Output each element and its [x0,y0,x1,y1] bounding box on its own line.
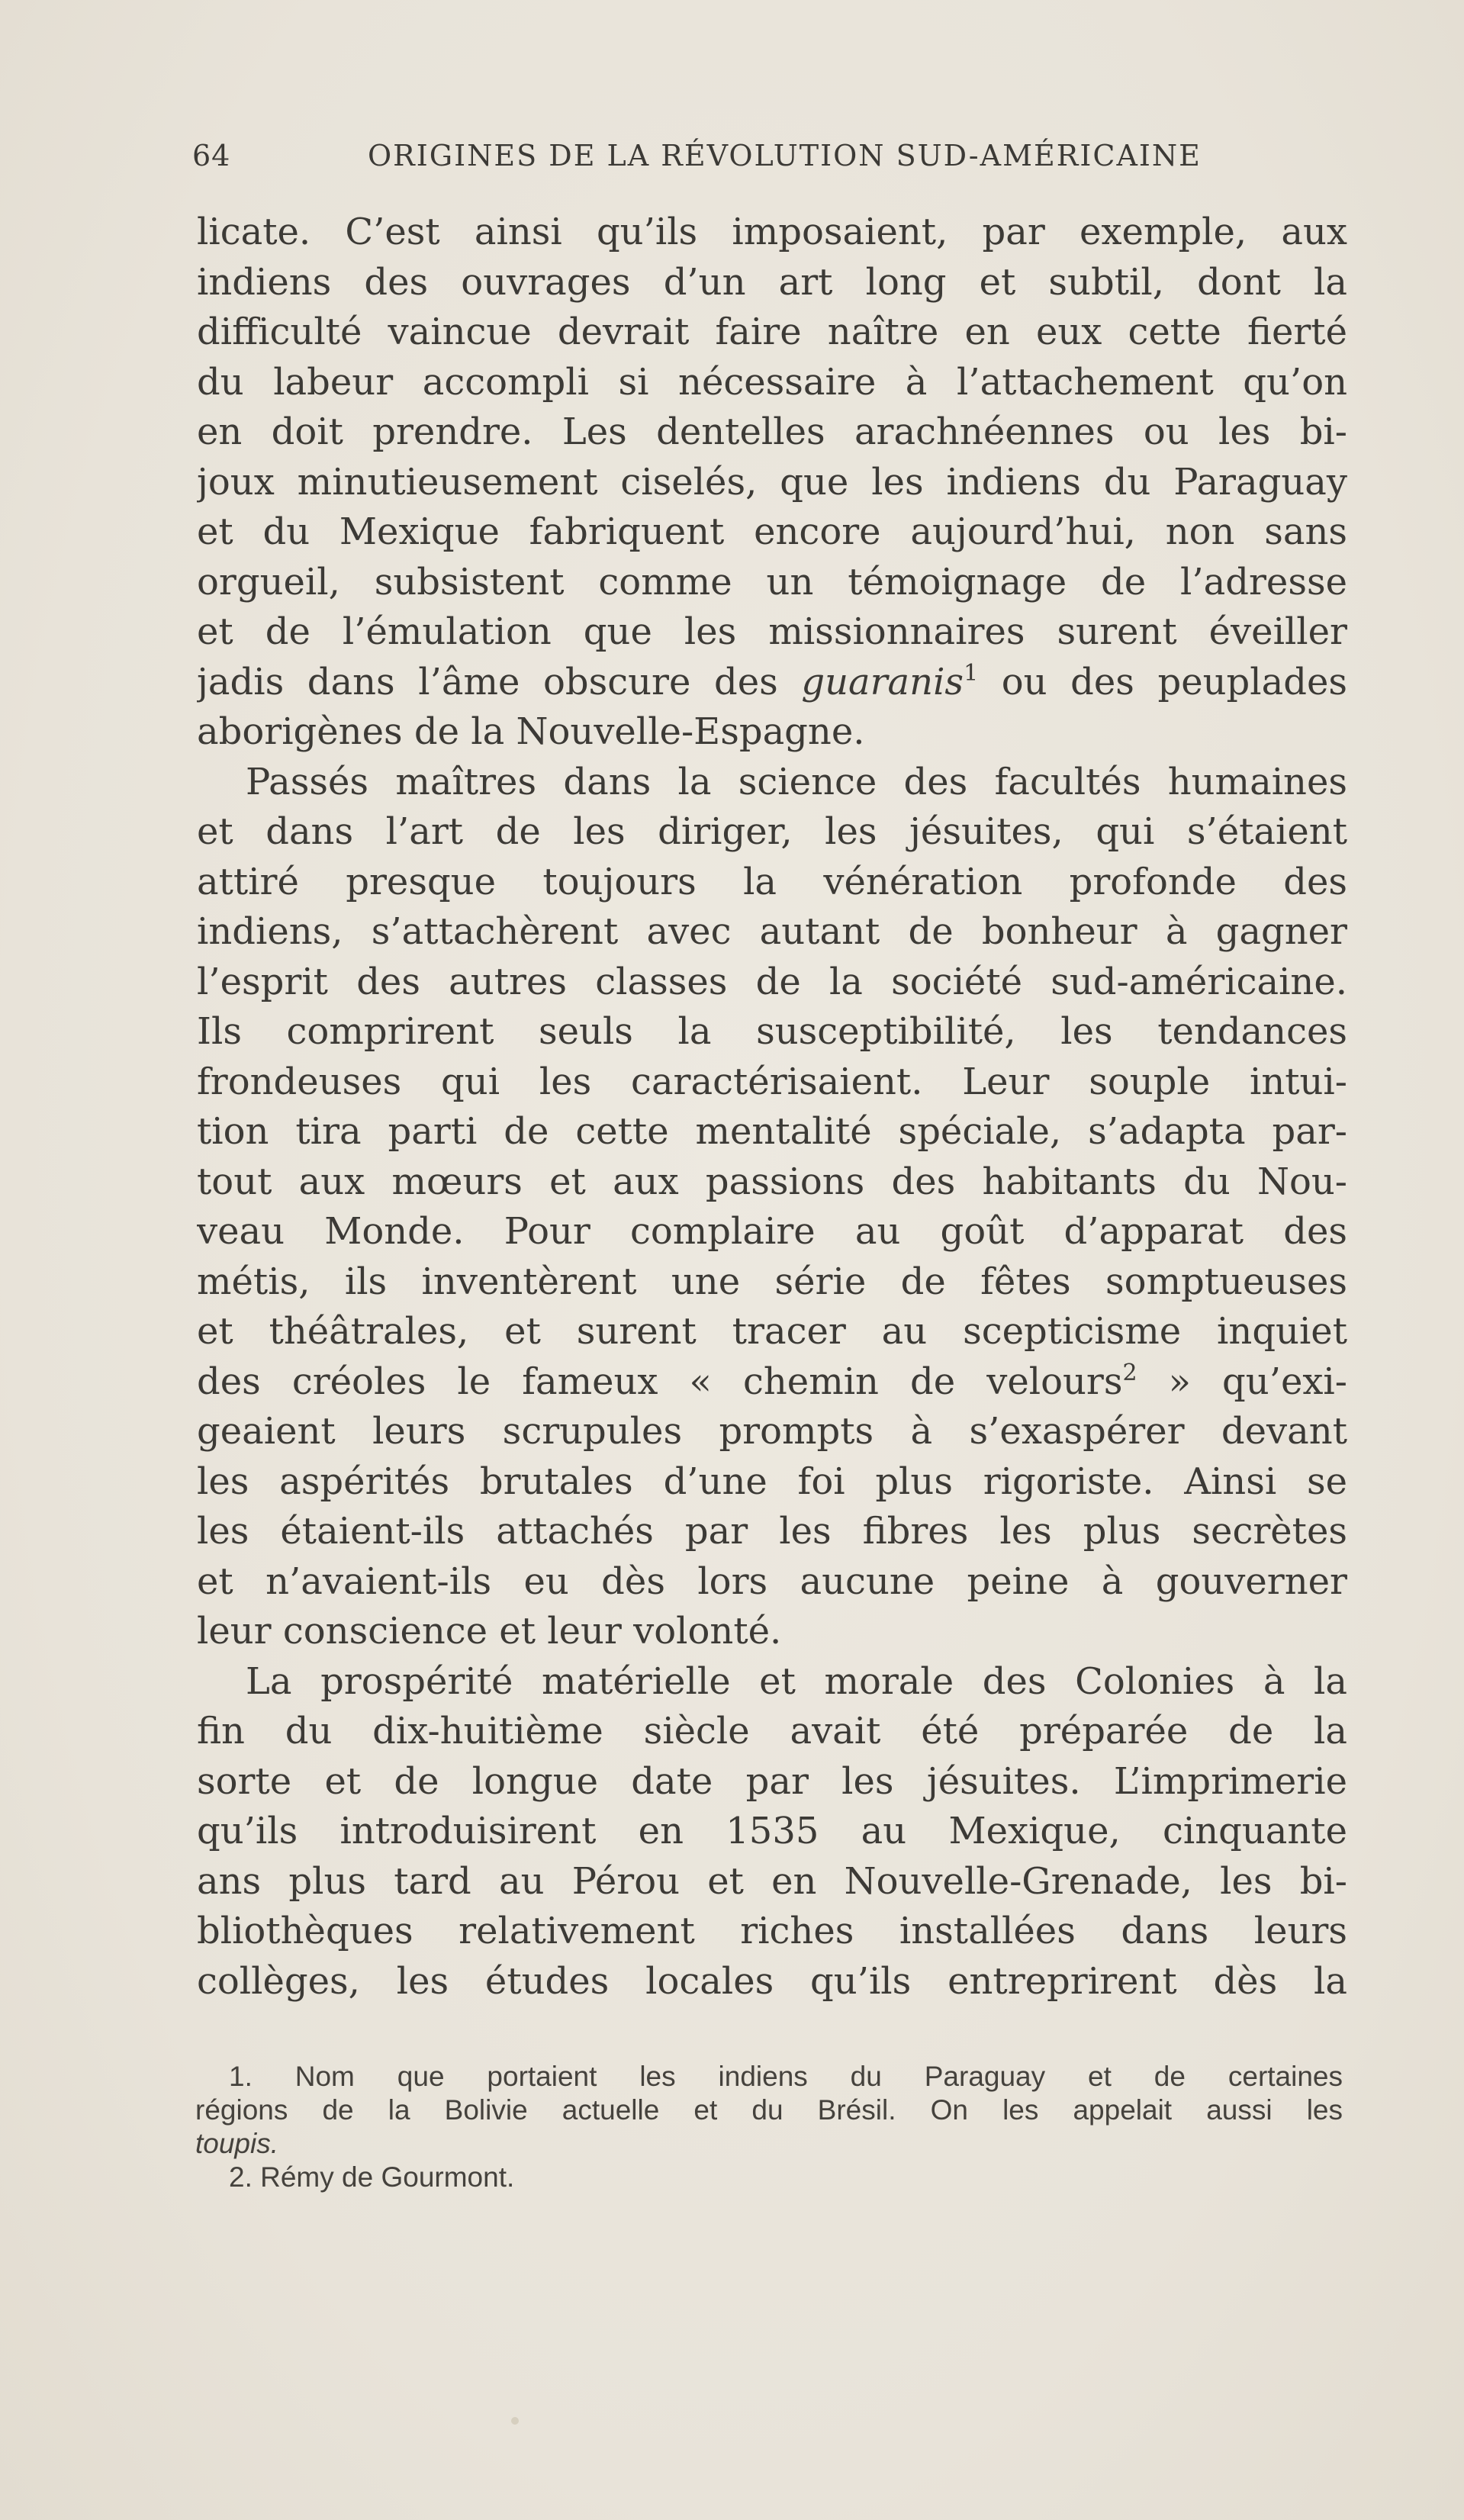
text-line: difficulté vaincue devrait faire naître en eux cette fierté [197,311,1347,353]
footnote-1-line: toupis. [195,2128,279,2159]
body-text [197,208,1347,2007]
text-line: métis, ils inventèrent une série de fêtes somptueuses [197,1260,1347,1303]
text-line: et dans l’art de les diriger, les jésuites, qui s’étaient [197,810,1347,853]
text-fragment: ou des peuplades [978,660,1347,703]
text-line: et du Mexique fabriquent encore aujourd’hui, non sans [197,510,1347,553]
text-line: collèges, les études locales qu’ils entreprirent dès la [197,1959,1347,2003]
running-head [192,136,1306,182]
text-line: tout aux mœurs et aux passions des habitants du Nou- [197,1160,1347,1203]
footnote-2: 2. Rémy de Gourmont. [229,2161,515,2193]
footnotes [195,2060,1343,2194]
text-line: veau Monde. Pour complaire au goût d’apparat des [197,1210,1347,1253]
text-line [197,1357,1347,1408]
text-line: sorte et de longue date par les jésuites. L’imprimerie [197,1759,1347,1803]
text-line: et de l’émulation que les missionnaires surent éveiller [197,610,1347,653]
text-line: bliothèques relativement riches installées dans leurs [197,1910,1347,1952]
text-fragment: » qu’exi- [1137,1360,1347,1403]
text-line: du labeur accompli si nécessaire à l’attachement qu’on [197,360,1347,404]
page-number: 64 [192,139,231,172]
paragraph-start: La prospérité matérielle et morale des Colonies à la [246,1659,1347,1703]
text-line: ans plus tard au Pérou et en Nouvelle-Grenade, les bi- [197,1859,1347,1903]
running-title: ORIGINES DE LA RÉVOLUTION SUD-AMÉRICAINE [368,139,1202,172]
text-line [197,658,1347,708]
paper-spot [511,2417,519,2425]
text-line: licate. C’est ainsi qu’ils imposaient, par exemple, aux [197,211,1347,253]
text-line: joux minutieusement ciselés, que les indiens du Paraguay [197,460,1347,504]
text-line: les étaient-ils attachés par les fibres les plus secrètes [197,1510,1347,1553]
text-line: tion tira parti de cette mentalité spéciale, s’adapta par- [197,1110,1347,1153]
text-line: indiens, s’attachèrent avec autant de bonheur à gagner [197,910,1347,953]
text-line: attiré presque toujours la vénération profonde des [197,860,1347,903]
footnote-ref-2[interactable]: 2 [1122,1359,1137,1386]
footnote-1-line: 1. Nom que portaient les indiens du Paraguay et de certaines [229,2061,1343,2092]
text-line: leur conscience et leur volonté. [197,1610,782,1653]
paragraph-start: Passés maîtres dans la science des facultés humaines [246,760,1347,803]
text-line: l’esprit des autres classes de la société sud-américaine. [197,960,1347,1003]
text-line: Ils comprirent seuls la susceptibilité, les tendances [197,1010,1347,1053]
text-line: et théâtrales, et surent tracer au scepticisme inquiet [197,1310,1347,1353]
text-line: les aspérités brutales d’une foi plus rigoriste. Ainsi se [197,1460,1347,1503]
text-line: indiens des ouvrages d’un art long et subtil, dont la [197,260,1347,304]
text-fragment: jadis dans l’âme obscure des [197,660,802,703]
text-line: en doit prendre. Les dentelles arachnéennes ou les bi- [197,410,1347,453]
text-line: geaient leurs scrupules prompts à s’exaspérer devant [197,1410,1347,1453]
italic-term: guaranis [801,660,964,703]
footnote-1-line: régions de la Bolivie actuelle et du Brésil. On les appelait aussi les [195,2094,1343,2126]
footnote-ref-1[interactable]: 1 [964,659,979,687]
text-line: fin du dix-huitième siècle avait été préparée de la [197,1710,1347,1752]
text-line: et n’avaient-ils eu dès lors aucune peine à gouverner [197,1559,1347,1603]
text-line: qu’ils introduisirent en 1535 au Mexique, cinquante [197,1810,1347,1852]
text-line: orgueil, subsistent comme un témoignage de l’adresse [197,560,1347,603]
text-line: aborigènes de la Nouvelle-Espagne. [197,710,865,753]
text-fragment: des créoles le fameux « chemin de velours [197,1360,1123,1403]
text-line: frondeuses qui les caractérisaient. Leur souple intui- [197,1060,1347,1103]
